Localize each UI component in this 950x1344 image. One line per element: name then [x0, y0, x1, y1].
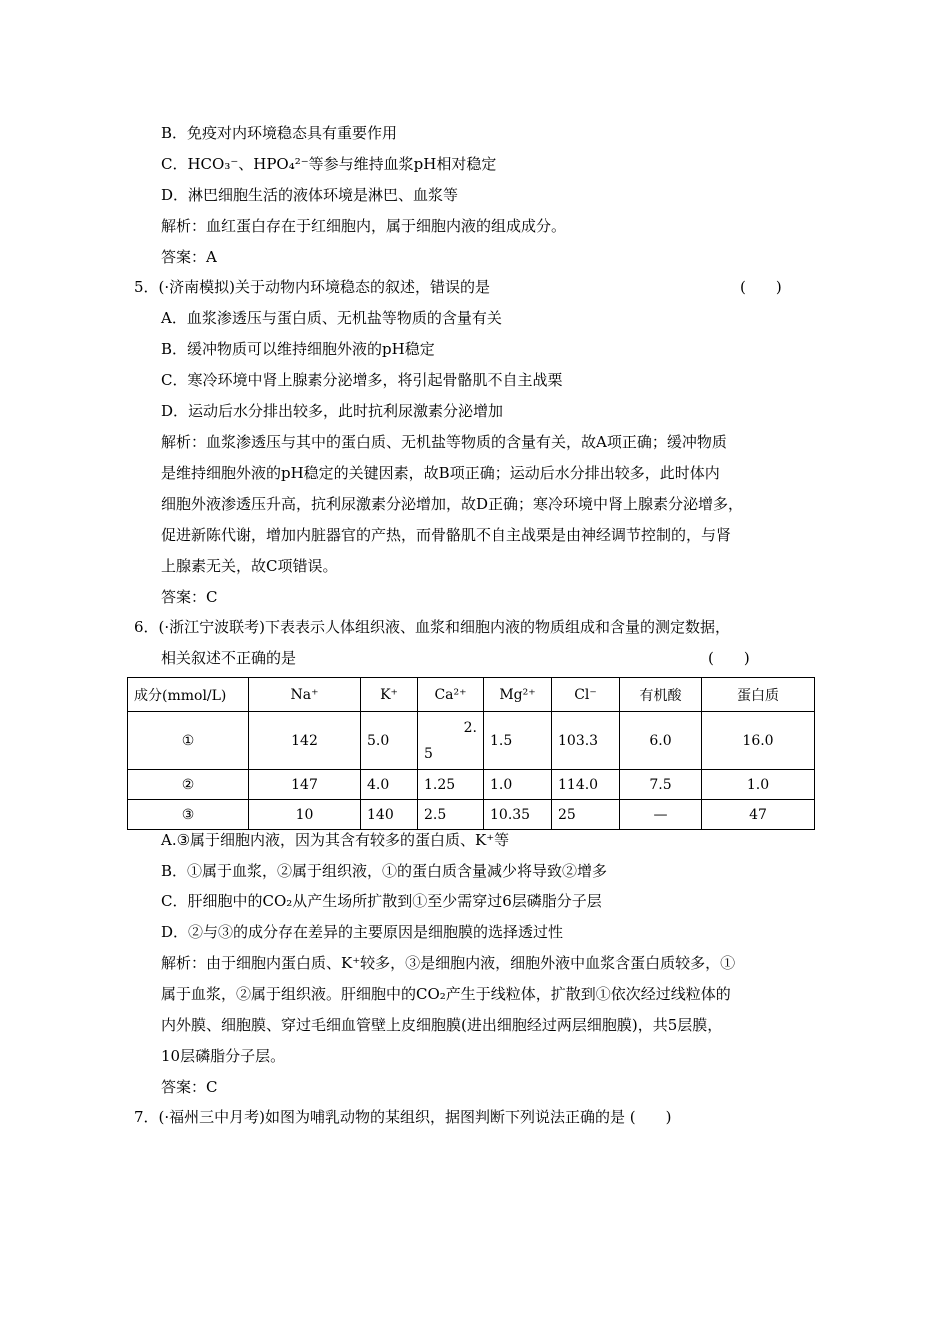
q5-analysis-line: 是维持细胞外液的pH稳定的关键因素，故B项正确；运动后水分排出较多，此时体内	[161, 464, 720, 482]
q5-option-a: A．血浆渗透压与蛋白质、无机盐等物质的含量有关	[161, 309, 502, 327]
table-row	[128, 712, 815, 770]
q6-stem-line2: 相关叙述不正确的是	[161, 649, 297, 667]
table-cell-wrapped-line: 5	[424, 745, 433, 762]
table-cell: 7.5	[620, 770, 702, 800]
q5-stem: 5．(·济南模拟)关于动物内环境稳态的叙述，错误的是	[134, 278, 491, 296]
table-cell: 6.0	[620, 712, 702, 770]
table-header-row	[128, 678, 815, 712]
table-cell: 10	[249, 800, 361, 830]
table-cell: 1.0	[484, 770, 552, 800]
q4-option-d: D．淋巴细胞生活的液体环境是淋巴、血浆等	[161, 186, 459, 204]
table-cell: ①	[128, 712, 249, 770]
table-row	[128, 800, 815, 830]
table-cell: 1.25	[418, 770, 484, 800]
q5-answer: 答案：C	[161, 588, 218, 606]
q6-option-b: B．①属于血浆，②属于组织液，①的蛋白质含量减少将导致②增多	[161, 862, 608, 880]
q5-option-b: B．缓冲物质可以维持细胞外液的pH稳定	[161, 340, 435, 358]
table-cell: 103.3	[552, 712, 620, 770]
table-cell: 25	[552, 800, 620, 830]
table-cell: 47	[702, 800, 815, 830]
table-header: K⁺	[361, 678, 418, 712]
table-cell: 1.5	[484, 712, 552, 770]
q4-analysis: 解析：血红蛋白存在于红细胞内，属于细胞内液的组成成分。	[161, 217, 567, 235]
table-cell: —	[620, 800, 702, 830]
q6-option-c: C．肝细胞中的CO₂从产生场所扩散到①至少需穿过6层磷脂分子层	[161, 892, 602, 910]
table-cell: 147	[249, 770, 361, 800]
table-cell: ②	[128, 770, 249, 800]
q6-option-d: D．②与③的成分存在差异的主要原因是细胞膜的选择透过性	[161, 923, 564, 941]
table-header: Cl⁻	[552, 678, 620, 712]
table-header: Ca²⁺	[418, 678, 484, 712]
q5-option-c: C．寒冷环境中肾上腺素分泌增多，将引起骨骼肌不自主战栗	[161, 371, 563, 389]
q6-option-a: A.③属于细胞内液，因为其含有较多的蛋白质、K⁺等	[161, 831, 510, 849]
table-cell: 16.0	[702, 712, 815, 770]
table-cell: 114.0	[552, 770, 620, 800]
q6-answer: 答案：C	[161, 1078, 218, 1096]
table-row	[128, 770, 815, 800]
q5-analysis-line: 上腺素无关，故C项错误。	[161, 557, 338, 575]
table-cell: ③	[128, 800, 249, 830]
q6-analysis-line: 内外膜、细胞膜、穿过毛细血管壁上皮细胞膜(进出细胞经过两层细胞膜)，共5层膜，	[161, 1016, 723, 1034]
q4-option-b: B．免疫对内环境稳态具有重要作用	[161, 124, 398, 142]
table-header: 成分(mmol/L)	[128, 678, 249, 712]
table-header: Mg²⁺	[484, 678, 552, 712]
q6-analysis-line: 解析：由于细胞内蛋白质、K⁺较多，③是细胞内液，细胞外液中血浆含蛋白质较多，①	[161, 954, 736, 972]
q6-answer-paren: ( )	[708, 649, 750, 667]
q6-analysis-line: 10层磷脂分子层。	[161, 1047, 286, 1065]
q6-analysis-line: 属于血浆，②属于组织液。肝细胞中的CO₂产生于线粒体，扩散到①依次经过线粒体的	[161, 985, 731, 1003]
q5-answer-paren: ( )	[740, 278, 782, 296]
q6-stem-line1: 6．(·浙江宁波联考)下表表示人体组织液、血浆和细胞内液的物质组成和含量的测定数据，	[134, 618, 731, 636]
q5-analysis-line: 解析：血浆渗透压与其中的蛋白质、无机盐等物质的含量有关，故A项正确；缓冲物质	[161, 433, 727, 451]
table-cell-wrapped-line: 2.	[463, 719, 477, 736]
table-cell: 10.35	[484, 800, 552, 830]
table-header: Na⁺	[249, 678, 361, 712]
table-cell: 5.0	[361, 712, 418, 770]
table-cell: 142	[249, 712, 361, 770]
q4-option-c: C．HCO₃⁻、HPO₄²⁻等参与维持血浆pH相对稳定	[161, 155, 497, 173]
table-cell	[418, 712, 484, 770]
table-cell: 4.0	[361, 770, 418, 800]
table-cell: 1.0	[702, 770, 815, 800]
q7-stem: 7．(·福州三中月考)如图为哺乳动物的某组织，据图判断下列说法正确的是 ( )	[134, 1108, 672, 1126]
table-cell: 140	[361, 800, 418, 830]
table-cell: 2.5	[418, 800, 484, 830]
q5-option-d: D．运动后水分排出较多，此时抗利尿激素分泌增加	[161, 402, 504, 420]
q5-analysis-line: 促进新陈代谢，增加内脏器官的产热，而骨骼肌不自主战栗是由神经调节控制的，与肾	[161, 526, 732, 544]
q4-answer: 答案：A	[161, 248, 217, 266]
table-header: 有机酸	[620, 678, 702, 712]
table-header: 蛋白质	[702, 678, 815, 712]
composition-table	[127, 677, 815, 830]
q5-analysis-line: 细胞外液渗透压升高，抗利尿激素分泌增加，故D正确；寒冷环境中肾上腺素分泌增多，	[161, 495, 744, 513]
